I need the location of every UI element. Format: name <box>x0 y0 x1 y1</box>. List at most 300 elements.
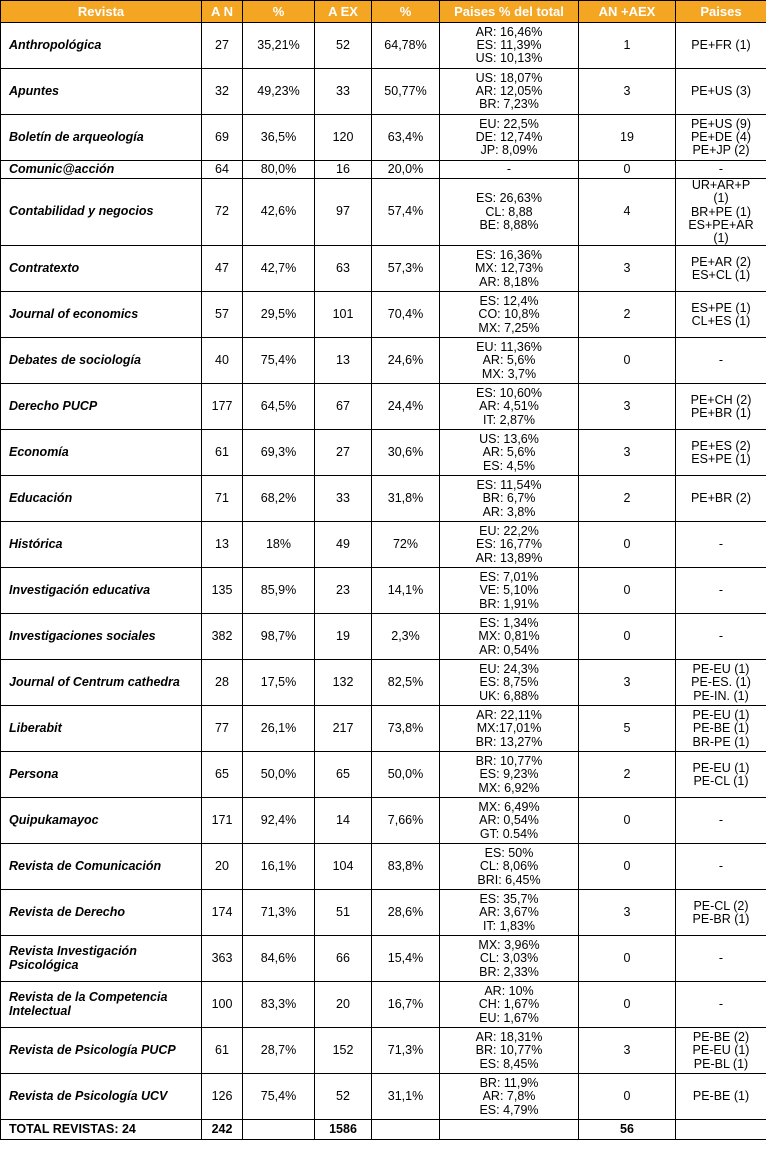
country-pairs-line: PE+BR (1) <box>690 405 752 420</box>
country-percentages-line: ES: 16,36% <box>475 248 542 263</box>
table-row <box>1 1074 766 1120</box>
country-pairs <box>676 292 766 338</box>
country-percentages-line: AR: 13,89% <box>475 550 543 565</box>
country-percentages-line: - <box>506 161 512 176</box>
country-pairs-line: PE+FR (1) <box>691 37 751 52</box>
an-aex-count: 1 <box>579 23 676 69</box>
journal-name: Quipukamayoc <box>1 798 202 844</box>
journal-name: Histórica <box>1 522 202 568</box>
aex-percent: 15,4% <box>372 936 440 982</box>
table-row <box>1 338 766 384</box>
an-count: 13 <box>202 522 243 568</box>
table-row <box>1 179 766 246</box>
an-count: 32 <box>202 69 243 115</box>
country-pairs-line: PE+JP (2) <box>692 143 750 158</box>
country-percentages <box>440 660 579 706</box>
journal-name: Revista de Derecho <box>1 890 202 936</box>
aex-count: 63 <box>315 246 372 292</box>
country-pairs-line: ES+CL (1) <box>691 267 751 282</box>
country-pairs-line: ES+PE+AR <box>688 217 754 232</box>
aex-count: 52 <box>315 23 372 69</box>
country-pairs-line: BR-PE (1) <box>692 734 750 749</box>
country-percentages-line: ES: 26,63% <box>475 191 542 206</box>
country-percentages-line: UK: 6,88% <box>479 688 539 703</box>
an-aex-count: 0 <box>579 1074 676 1120</box>
an-percent: 75,4% <box>243 338 315 384</box>
header-an-aex: AN +AEX <box>579 1 676 23</box>
country-pairs-line: - <box>718 813 724 828</box>
an-percent: 36,5% <box>243 115 315 161</box>
country-pairs-line: UR+AR+P <box>691 178 751 192</box>
country-pairs-line: PE-CL (2) <box>693 898 749 913</box>
aex-percent: 20,0% <box>372 161 440 179</box>
journal-name: Investigaciones sociales <box>1 614 202 660</box>
journal-name: Apuntes <box>1 69 202 115</box>
country-percentages <box>440 23 579 69</box>
country-percentages <box>440 292 579 338</box>
aex-count: 217 <box>315 706 372 752</box>
country-percentages-line: US: 10,13% <box>475 51 543 66</box>
an-count: 100 <box>202 982 243 1028</box>
country-pairs <box>676 1074 766 1120</box>
table-row <box>1 660 766 706</box>
table-row <box>1 982 766 1028</box>
country-percentages-line: GT: 0.54% <box>479 826 539 841</box>
an-aex-count: 2 <box>579 292 676 338</box>
aex-count: 132 <box>315 660 372 706</box>
aex-count: 67 <box>315 384 372 430</box>
country-pairs-line: PE-EU (1) <box>692 662 750 677</box>
country-pairs-line: PE-EU (1) <box>692 708 750 723</box>
an-count: 77 <box>202 706 243 752</box>
country-percentages <box>440 1028 579 1074</box>
an-aex-count: 0 <box>579 338 676 384</box>
table-row <box>1 246 766 292</box>
an-count: 61 <box>202 430 243 476</box>
journal-name: Contabilidad y negocios <box>1 179 202 246</box>
country-percentages <box>440 522 579 568</box>
country-percentages-line: AR: 12,05% <box>475 83 543 98</box>
an-count: 177 <box>202 384 243 430</box>
an-percent: 28,7% <box>243 1028 315 1074</box>
an-aex-count: 3 <box>579 1028 676 1074</box>
country-percentages-line: ES: 4,5% <box>482 458 536 473</box>
an-aex-count: 0 <box>579 614 676 660</box>
country-percentages-line: EU: 22,2% <box>479 524 539 539</box>
country-pairs <box>676 338 766 384</box>
country-percentages-line: BR: 13,27% <box>475 734 543 749</box>
country-percentages <box>440 476 579 522</box>
an-count: 126 <box>202 1074 243 1120</box>
country-pairs-line: - <box>718 537 724 552</box>
country-percentages <box>440 798 579 844</box>
aex-count: 66 <box>315 936 372 982</box>
aex-count: 16 <box>315 161 372 179</box>
country-pairs-line: PE-EU (1) <box>692 760 750 775</box>
an-count: 71 <box>202 476 243 522</box>
aex-percent: 30,6% <box>372 430 440 476</box>
header-aex: A EX <box>315 1 372 23</box>
country-percentages-line: BR: 2,33% <box>479 964 539 979</box>
aex-count: 101 <box>315 292 372 338</box>
table-row <box>1 844 766 890</box>
journal-name: Revista Investigación Psicológica <box>1 936 202 982</box>
country-pairs <box>676 614 766 660</box>
journal-name: Anthropológica <box>1 23 202 69</box>
an-percent: 42,7% <box>243 246 315 292</box>
aex-count: 51 <box>315 890 372 936</box>
aex-count: 27 <box>315 430 372 476</box>
country-pairs <box>676 23 766 69</box>
country-pairs-line: (1) <box>713 191 729 206</box>
table-row <box>1 890 766 936</box>
country-pairs-line: - <box>718 161 724 176</box>
journal-name: Liberabit <box>1 706 202 752</box>
country-percentages-line: BR: 1,91% <box>479 596 539 611</box>
country-percentages-line: AR: 22,11% <box>476 708 542 723</box>
country-percentages <box>440 246 579 292</box>
an-aex-count: 2 <box>579 752 676 798</box>
country-percentages-line: MX: 3,7% <box>481 366 537 381</box>
aex-percent: 57,4% <box>372 179 440 246</box>
country-percentages-line: IT: 2,87% <box>482 412 536 427</box>
aex-percent: 28,6% <box>372 890 440 936</box>
an-percent: 92,4% <box>243 798 315 844</box>
country-percentages-line: ES: 12,4% <box>479 294 539 309</box>
country-percentages <box>440 568 579 614</box>
country-pairs-line: PE-BE (1) <box>692 721 750 736</box>
an-aex-count: 2 <box>579 476 676 522</box>
aex-count: 19 <box>315 614 372 660</box>
table-body <box>1 23 766 1120</box>
aex-percent: 64,78% <box>372 23 440 69</box>
country-percentages-line: CO: 10,8% <box>478 307 540 322</box>
an-percent: 49,23% <box>243 69 315 115</box>
country-pairs-line: PE-ES. (1) <box>691 675 751 690</box>
country-percentages-line: MX: 6,92% <box>478 780 540 795</box>
header-pairs: Paises <box>676 1 766 23</box>
country-percentages-line: BR: 10,77% <box>475 754 543 769</box>
country-pairs-line: (1) <box>713 231 729 246</box>
table-row <box>1 69 766 115</box>
an-percent: 98,7% <box>243 614 315 660</box>
an-count: 135 <box>202 568 243 614</box>
aex-percent: 16,7% <box>372 982 440 1028</box>
country-percentages-line: CL: 8,06% <box>479 859 539 874</box>
aex-percent: 50,0% <box>372 752 440 798</box>
country-percentages <box>440 384 579 430</box>
country-pairs <box>676 752 766 798</box>
country-pairs-line: ES+PE (1) <box>691 451 751 466</box>
country-percentages-line: BR: 11,9% <box>479 1076 539 1091</box>
country-percentages <box>440 982 579 1028</box>
an-aex-count: 0 <box>579 844 676 890</box>
country-pairs-line: PE+CH (2) <box>690 392 752 407</box>
an-percent: 68,2% <box>243 476 315 522</box>
aex-count: 120 <box>315 115 372 161</box>
an-percent: 69,3% <box>243 430 315 476</box>
an-count: 64 <box>202 161 243 179</box>
country-pairs-line: PE+US (9) <box>690 116 752 131</box>
table-row <box>1 798 766 844</box>
country-pairs-line: PE-BE (1) <box>692 1089 750 1104</box>
header-pct-an: % <box>243 1 315 23</box>
country-pairs-line: - <box>718 997 724 1012</box>
country-pairs-line: PE-CL (1) <box>693 773 749 788</box>
aex-count: 97 <box>315 179 372 246</box>
aex-percent: 70,4% <box>372 292 440 338</box>
country-pairs <box>676 890 766 936</box>
an-aex-count: 3 <box>579 384 676 430</box>
country-percentages-line: EU: 24,3% <box>479 662 539 677</box>
an-percent: 35,21% <box>243 23 315 69</box>
country-percentages <box>440 936 579 982</box>
totals-pct-an <box>243 1120 315 1140</box>
an-count: 382 <box>202 614 243 660</box>
aex-count: 49 <box>315 522 372 568</box>
country-pairs-line: - <box>718 583 724 598</box>
an-aex-count: 0 <box>579 982 676 1028</box>
an-count: 40 <box>202 338 243 384</box>
country-percentages <box>440 752 579 798</box>
country-percentages-line: ES: 7,01% <box>479 570 539 585</box>
country-pairs <box>676 384 766 430</box>
an-percent: 26,1% <box>243 706 315 752</box>
country-percentages-line: BRI: 6,45% <box>477 872 541 887</box>
table-row <box>1 430 766 476</box>
country-percentages-line: MX:17,01% <box>476 721 542 736</box>
table-row <box>1 568 766 614</box>
table-row <box>1 752 766 798</box>
journal-name: Journal of economics <box>1 292 202 338</box>
country-percentages-line: ES: 50% <box>484 846 534 861</box>
country-pairs-line: PE-BL (1) <box>693 1056 749 1071</box>
aex-percent: 82,5% <box>372 660 440 706</box>
table-row <box>1 614 766 660</box>
country-percentages-line: AR: 7,8% <box>482 1089 536 1104</box>
an-count: 174 <box>202 890 243 936</box>
aex-percent: 2,3% <box>372 614 440 660</box>
an-percent: 16,1% <box>243 844 315 890</box>
an-count: 20 <box>202 844 243 890</box>
aex-percent: 73,8% <box>372 706 440 752</box>
header-an: A N <box>202 1 243 23</box>
country-percentages-line: ES: 10,60% <box>475 386 542 401</box>
journal-name: Contratexto <box>1 246 202 292</box>
an-aex-count: 3 <box>579 246 676 292</box>
an-percent: 17,5% <box>243 660 315 706</box>
table-row <box>1 292 766 338</box>
country-pairs <box>676 179 766 246</box>
an-count: 28 <box>202 660 243 706</box>
country-percentages <box>440 179 579 246</box>
aex-percent: 83,8% <box>372 844 440 890</box>
country-percentages-line: EU: 11,36% <box>476 340 542 355</box>
country-percentages-line: MX: 3,96% <box>478 938 540 953</box>
an-percent: 80,0% <box>243 161 315 179</box>
an-percent: 75,4% <box>243 1074 315 1120</box>
country-pairs-line: - <box>718 951 724 966</box>
country-percentages <box>440 890 579 936</box>
an-percent: 18% <box>243 522 315 568</box>
journal-name: Revista de Comunicación <box>1 844 202 890</box>
journal-name: Revista de Psicología PUCP <box>1 1028 202 1074</box>
country-percentages <box>440 161 579 179</box>
table-row <box>1 476 766 522</box>
country-percentages-line: MX: 0,81% <box>478 629 540 644</box>
country-pairs <box>676 706 766 752</box>
aex-percent: 63,4% <box>372 115 440 161</box>
country-pairs <box>676 476 766 522</box>
an-percent: 29,5% <box>243 292 315 338</box>
journal-name: Comunic@acción <box>1 161 202 179</box>
country-percentages-line: BR: 10,77% <box>475 1043 543 1058</box>
country-pairs-line: PE-BR (1) <box>692 911 750 926</box>
country-percentages-line: CH: 1,67% <box>478 997 540 1012</box>
totals-countries <box>440 1120 579 1140</box>
journal-name: Debates de sociología <box>1 338 202 384</box>
country-percentages-line: CL: 8,88 <box>485 204 533 219</box>
aex-count: 23 <box>315 568 372 614</box>
country-pairs <box>676 1028 766 1074</box>
country-percentages-line: AR: 3,67% <box>479 905 539 920</box>
country-percentages <box>440 69 579 115</box>
country-percentages <box>440 614 579 660</box>
aex-percent: 24,6% <box>372 338 440 384</box>
aex-percent: 31,8% <box>372 476 440 522</box>
country-percentages-line: US: 18,07% <box>475 70 543 85</box>
an-count: 65 <box>202 752 243 798</box>
country-percentages-line: VE: 5,10% <box>479 583 539 598</box>
an-count: 72 <box>202 179 243 246</box>
totals-an: 242 <box>202 1120 243 1140</box>
aex-count: 152 <box>315 1028 372 1074</box>
country-pairs-line: PE+BR (2) <box>690 491 752 506</box>
country-percentages-line: ES: 8,75% <box>479 675 539 690</box>
aex-percent: 72% <box>372 522 440 568</box>
country-percentages-line: MX: 12,73% <box>474 261 544 276</box>
totals-label: TOTAL REVISTAS: 24 <box>1 1120 202 1140</box>
country-pairs <box>676 982 766 1028</box>
country-percentages-line: ES: 16,77% <box>475 537 542 552</box>
aex-percent: 24,4% <box>372 384 440 430</box>
country-percentages-line: EU: 1,67% <box>479 1010 539 1025</box>
country-pairs-line: PE+US (3) <box>690 83 752 98</box>
table-row <box>1 23 766 69</box>
an-percent: 64,5% <box>243 384 315 430</box>
header-pct-aex: % <box>372 1 440 23</box>
country-pairs-line: ES+PE (1) <box>691 300 751 315</box>
an-count: 57 <box>202 292 243 338</box>
journal-name: Economía <box>1 430 202 476</box>
an-aex-count: 3 <box>579 890 676 936</box>
an-aex-count: 3 <box>579 430 676 476</box>
country-percentages-line: MX: 7,25% <box>478 320 540 335</box>
aex-percent: 50,77% <box>372 69 440 115</box>
country-percentages-line: ES: 4,79% <box>479 1102 539 1117</box>
aex-count: 20 <box>315 982 372 1028</box>
country-percentages-line: US: 13,6% <box>479 432 539 447</box>
journal-name: Boletín de arqueología <box>1 115 202 161</box>
table-row <box>1 161 766 179</box>
an-aex-count: 0 <box>579 936 676 982</box>
country-percentages-line: ES: 8,45% <box>479 1056 539 1071</box>
an-aex-count: 3 <box>579 660 676 706</box>
country-percentages-line: AR: 8,18% <box>479 274 539 289</box>
journal-name: Journal of Centrum cathedra <box>1 660 202 706</box>
journal-name: Persona <box>1 752 202 798</box>
country-percentages-line: AR: 4,51% <box>479 399 539 414</box>
country-percentages-line: CL: 3,03% <box>479 951 539 966</box>
an-aex-count: 5 <box>579 706 676 752</box>
an-count: 27 <box>202 23 243 69</box>
an-count: 69 <box>202 115 243 161</box>
country-percentages-line: AR: 5,6% <box>482 353 536 368</box>
an-percent: 42,6% <box>243 179 315 246</box>
country-pairs-line: PE+DE (4) <box>690 129 752 144</box>
aex-count: 52 <box>315 1074 372 1120</box>
table-row <box>1 384 766 430</box>
an-aex-count: 19 <box>579 115 676 161</box>
country-percentages <box>440 115 579 161</box>
country-percentages <box>440 338 579 384</box>
an-aex-count: 4 <box>579 179 676 246</box>
country-percentages-line: ES: 11,54% <box>476 478 542 493</box>
country-pairs <box>676 844 766 890</box>
country-pairs-line: PE-IN. (1) <box>693 688 749 703</box>
an-aex-count: 0 <box>579 161 676 179</box>
country-pairs <box>676 430 766 476</box>
aex-count: 33 <box>315 476 372 522</box>
country-percentages <box>440 430 579 476</box>
country-percentages-line: ES: 1,34% <box>479 616 539 631</box>
journal-name: Investigación educativa <box>1 568 202 614</box>
country-pairs-line: BR+PE (1) <box>690 204 752 219</box>
country-percentages-line: AR: 10% <box>484 984 534 999</box>
an-aex-count: 0 <box>579 568 676 614</box>
country-pairs-line: PE-BE (2) <box>692 1030 750 1045</box>
country-percentages <box>440 1074 579 1120</box>
country-percentages-line: AR: 5,6% <box>482 445 536 460</box>
journal-name: Revista de Psicología UCV <box>1 1074 202 1120</box>
country-pairs <box>676 568 766 614</box>
country-percentages <box>440 844 579 890</box>
aex-count: 33 <box>315 69 372 115</box>
aex-count: 14 <box>315 798 372 844</box>
country-percentages-line: ES: 11,39% <box>476 37 542 52</box>
country-pairs <box>676 115 766 161</box>
country-percentages-line: BR: 6,7% <box>482 491 536 506</box>
header-row <box>1 1 766 23</box>
country-percentages-line: ES: 9,23% <box>479 767 539 782</box>
aex-percent: 7,66% <box>372 798 440 844</box>
an-count: 171 <box>202 798 243 844</box>
journal-name: Derecho PUCP <box>1 384 202 430</box>
country-percentages-line: EU: 22,5% <box>479 116 539 131</box>
table-row <box>1 115 766 161</box>
country-percentages-line: IT: 1,83% <box>482 918 536 933</box>
country-pairs-line: PE+AR (2) <box>690 254 752 269</box>
country-pairs-line: PE+ES (2) <box>691 438 751 453</box>
an-percent: 83,3% <box>243 982 315 1028</box>
country-pairs-line: CL+ES (1) <box>691 313 751 328</box>
journal-name: Educación <box>1 476 202 522</box>
header-revista: Revista <box>1 1 202 23</box>
country-percentages-line: AR: 0,54% <box>479 813 539 828</box>
an-percent: 50,0% <box>243 752 315 798</box>
an-count: 47 <box>202 246 243 292</box>
totals-aex: 1586 <box>315 1120 372 1140</box>
